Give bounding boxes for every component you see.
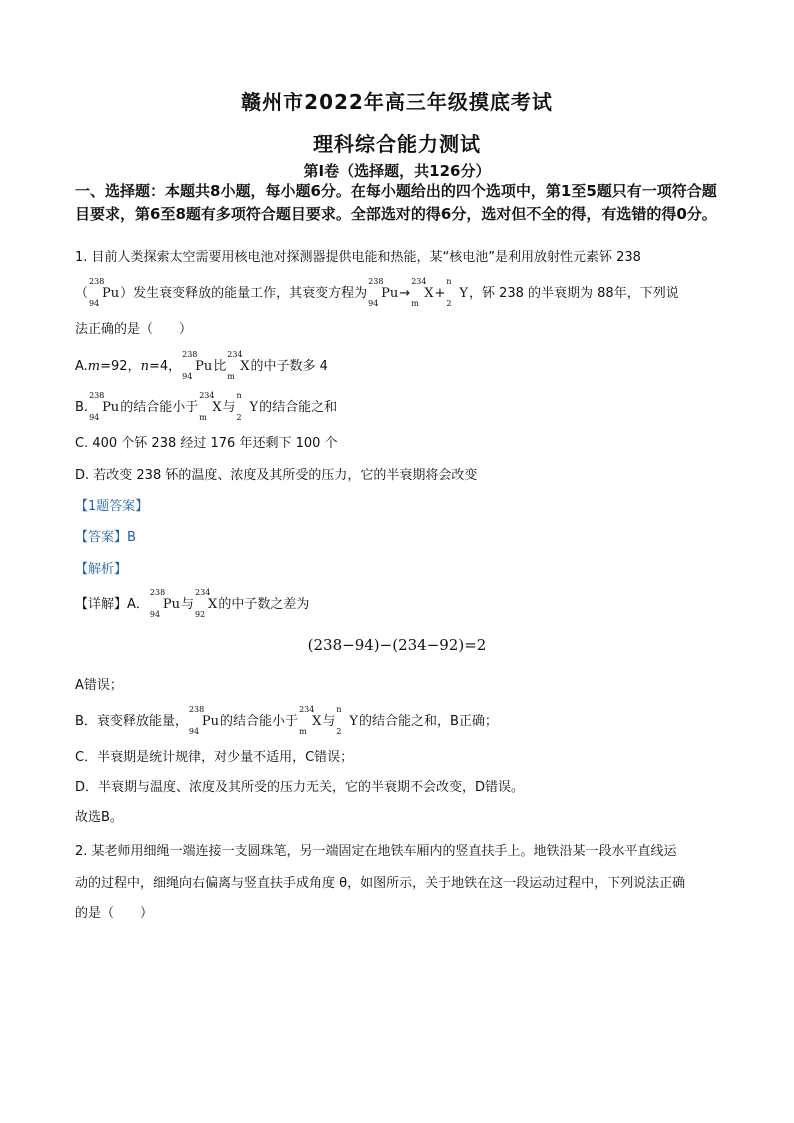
exam-title: 赣州市2022年高三年级摸底考试 xyxy=(241,90,553,114)
analysis-tag: 【解析】 xyxy=(75,562,128,577)
q1-option-d: D. 若改变 238 钚的温度、浓度及其所受的压力，它的半衰期将会改变 xyxy=(75,468,478,483)
q1-option-a: A.m=92，n=4， 238 94 Pu比 234 m X的中子数多 4 xyxy=(75,350,328,381)
nuclide-pu: 238 94 Pu xyxy=(368,277,399,308)
detail-line: 【详解】A． 238 94 Pu与 234 92 X的中子数之差为 xyxy=(75,588,310,619)
d-conclusion: D．半衰期与温度、浓度及其所受的压力无关，它的半衰期不会改变，D错误。 xyxy=(75,780,525,795)
nuclide-y: n 2 Y xyxy=(446,277,468,308)
q1-stem-line1: 1. 目前人类探索太空需要用核电池对探测器提供电能和热能，某“核电池”是利用放射性元素钚 238 xyxy=(75,250,641,265)
q2-stem-line3: 的是（ ） xyxy=(75,906,154,921)
nuclide-x: 234 m X xyxy=(411,277,434,308)
c-conclusion: C．半衰期是统计规律，对少量不适用，C错误； xyxy=(75,750,354,765)
q1-stem-line2: （ 238 94 Pu）发生衰变释放的能量工作，其衰变方程为 238 94 Pu→ 234 m X+ n 2 Y，钚 238 的半衰期为 88年，下列说 xyxy=(75,277,679,308)
q1-option-c: C. 400 个钚 238 经过 176 年还剩下 100 个 xyxy=(75,436,338,451)
answer-line: 【答案】B xyxy=(75,530,136,545)
nuclide-pu: 238 94 Pu xyxy=(89,277,120,308)
arrow: → xyxy=(399,286,411,301)
q2-stem-line2: 动的过程中，细绳向右偏离与竖直扶手成角度 θ，如图所示，关于地铁在这一段运动过程中，下列说法正确 xyxy=(75,876,686,891)
q1-option-b: B. 238 94 Pu的结合能小于 234 m X与 n 2 Y的结合能之和 xyxy=(75,391,338,422)
part-heading: 第Ⅰ卷（选择题，共126分） xyxy=(303,162,491,180)
neutron-formula: (238−94)−(234−92)=2 xyxy=(307,636,487,654)
q2-stem-line1: 2. 某老师用细绳一端连接一支圆珠笔，另一端固定在地铁车厢内的竖直扶手上。地铁沿某一段水平直线运 xyxy=(75,844,677,859)
b-conclusion: B．衰变释放能量， 238 94 Pu的结合能小于 234 m X与 n 2 Y的结合能之和，B正确； xyxy=(75,705,498,736)
q1-stem-line3: 法正确的是（ ） xyxy=(75,322,193,337)
answer-heading: 【1题答案】 xyxy=(75,499,149,514)
a-conclusion: A错误； xyxy=(75,678,123,693)
choose-line: 故选B。 xyxy=(75,810,123,825)
exam-subtitle: 理科综合能力测试 xyxy=(313,132,481,156)
section-instructions: 一、选择题：本题共8小题，每小题6分。在每小题给出的四个选项中，第1至5题只有一项符合题目要求，第6至8题有多项符合题目要求。全部选对的得6分，选对但不全的得，有选错的得0分。 xyxy=(75,182,717,223)
